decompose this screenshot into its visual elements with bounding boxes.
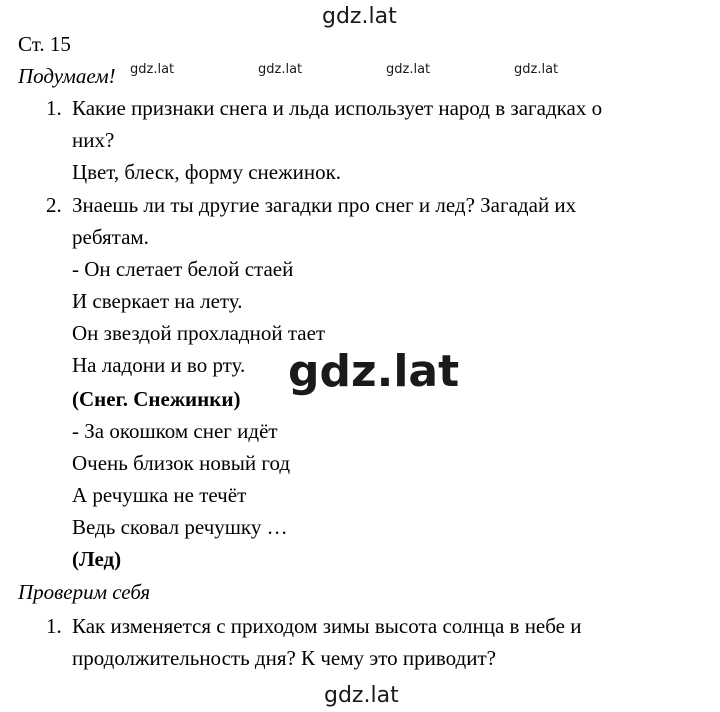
question-text: Как изменяется с приходом зимы высота солнца в небе и [72,614,582,638]
watermark-small-2: gdz.lat [258,62,303,77]
riddle-line: Очень близок новый год [72,451,291,475]
riddle-line: - За окошком снег идёт [72,419,278,443]
question-number: 1. [46,96,62,120]
riddle-line: Он звездой прохладной тает [72,321,326,345]
riddle-answer: (Снег. Снежинки) [72,387,241,411]
question-text: Какие признаки снега и льда использует народ в загадках о [72,96,603,120]
watermark-small-4: gdz.lat [514,62,559,77]
riddle-answer: (Лед) [72,547,122,571]
riddle-line: Ведь сковал речушку … [72,515,288,539]
question-text: Знаешь ли ты другие загадки про снег и лед? Загадай их [72,193,577,217]
question-number: 2. [46,193,62,217]
riddle-line: - Он слетает белой стаей [72,257,294,281]
riddle-line: А речушка не течёт [72,483,247,507]
watermark-small-3: gdz.lat [386,62,431,77]
riddle-line: На ладони и во рту. [72,353,246,377]
question-text-cont: продолжительность дня? К чему это приводит? [72,646,496,670]
question-text-cont: них? [72,128,115,152]
watermark-top: gdz.lat [322,4,397,29]
watermark-bottom: gdz.lat [324,683,399,708]
watermark-small-1: gdz.lat [130,62,175,77]
watermark-center: gdz.lat [288,346,460,397]
section-title-think: Подумаем! [18,64,116,88]
question-number: 1. [46,614,62,638]
page-reference: Ст. 15 [18,32,71,56]
question-text-cont: ребятам. [72,225,149,249]
answer-text: Цвет, блеск, форму снежинок. [72,160,342,184]
riddle-line: И сверкает на лету. [72,289,243,313]
section-title-check: Проверим себя [18,580,151,604]
